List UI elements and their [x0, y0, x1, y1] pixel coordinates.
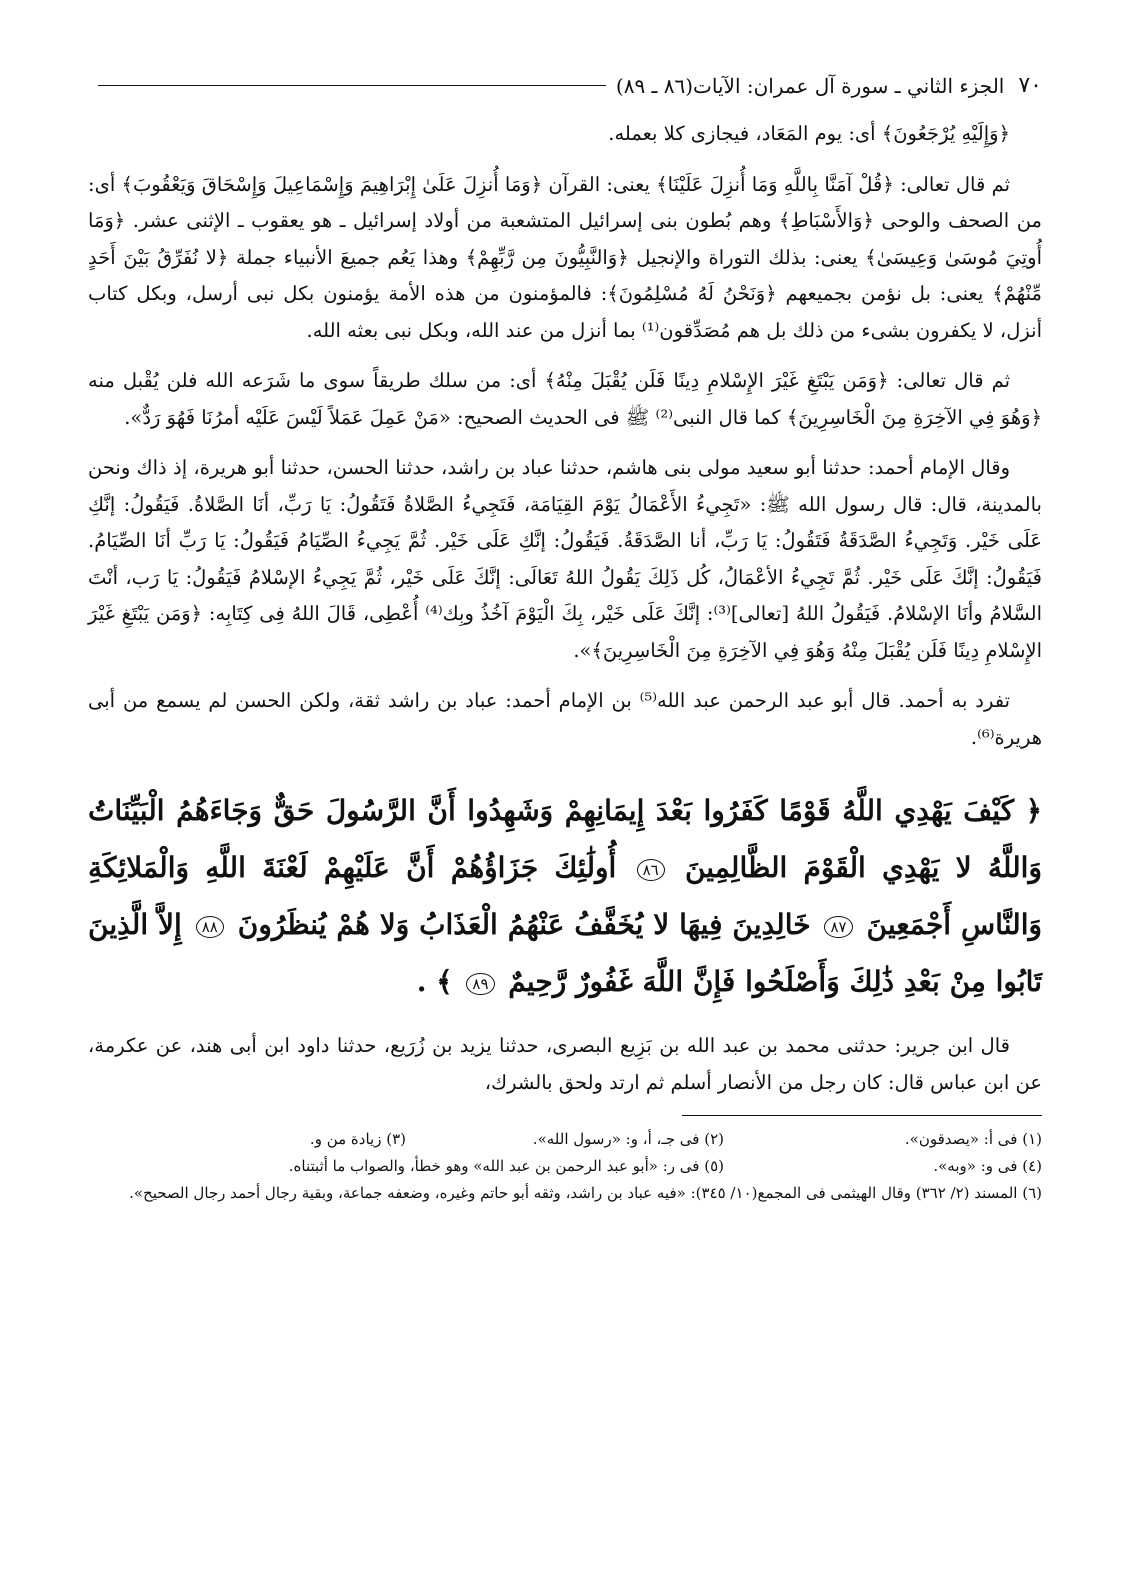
- footnote-1: (١) فى أ: «يصدقون».: [904, 1130, 1042, 1148]
- commentary-body: [88, 116, 1042, 756]
- footnote-rule: [682, 1115, 1042, 1116]
- book-page: [88, 58, 1042, 1550]
- footnote-2: (٢) فى جـ، أ، و: «رسول الله».: [532, 1130, 724, 1148]
- ayah-number-89: ٨٩: [466, 973, 494, 995]
- quran-verse-88-text: خَالِدِينَ فِيهَا لا يُخَفَّفُ عَنْهُمُ الْعَذَابُ وَلا هُمْ يُنظَرُونَ: [237, 908, 811, 941]
- commentary-paragraph-4: وقال الإمام أحمد: حدثنا أبو سعيد مولى بنى هاشم، حدثنا عباد بن راشد، حدثنا الحسن، حدثنا أبو هريرة، إذ ذاك ونحن بالمدينة، قال: قال رسول الله ﷺ: «تَجِيءُ الأَعْمَالُ يَوْمَ القِيَامَة، فَتَجِيءُ الصَّلاةُ فَتَقُولُ: يَا رَبِّ، أنَا الصَّلاةُ. فَيَقُولُ: إنَّكِ عَلَى خَيْر. وَتَجِيءُ الصَّدَقَةُ فَتَقُولُ: يَا رَبِّ، أنا الصَّدَقَةُ. فَيَقُولُ: إنَّكِ عَلَى خَيْر. ثُمَّ يَجِيءُ الصِّيَامُ فَيَقُولُ: يَا رَبِّ أنَا الصِّيَامُ. فَيَقُولُ: إنَّكَ عَلَى خَيْر. ثُمَّ تَجِيءُ الأعْمَالُ، كُل ذَلِكَ يَقُولُ اللهُ تَعَالَى: إنَّكَ عَلَى خَيْر، ثُمَّ يَجِيءُ الإسْلامُ فَيَقُولُ: يَا رَب، أنْتَ السَّلامُ وأنَا الإسْلامُ. فَيَقُولُ اللهُ [تعالى]⁽³⁾: إنَّكَ عَلَى خَيْر، بِكَ الْيَوْمَ آخُذُ وبِك⁽⁴⁾ أُعْطِى، قَالَ اللهُ فِى كِتَابِه: ﴿وَمَن يَبْتَغِ غَيْرَ الإِسْلامِ دِينًا فَلَن يُقْبَلَ مِنْهُ وَهُوَ فِي الآخِرَةِ مِنَ الْخَاسِرِينَ﴾».: [88, 456, 1043, 662]
- commentary-paragraph-6: قال ابن جرير: حدثنى محمد بن عبد الله بن بَزِيع البصرى، حدثنا يزيد بن زُرَيع، حدثنا داود ابن أبى هند، عن عكرمة، عن ابن عباس قال: كان رجل من الأنصار أسلم ثم ارتد ولحق بالشرك،: [88, 1034, 1042, 1094]
- page-number: ٧٠: [1018, 73, 1042, 98]
- commentary-paragraph-2: ثم قال تعالى: ﴿قُلْ آمَنَّا بِاللَّهِ وَمَا أُنزِلَ عَلَيْنَا﴾ يعنى: القرآن ﴿وَمَا أُنزِلَ عَلَىٰ إِبْرَاهِيمَ وَإِسْمَاعِيلَ وَإِسْحَاقَ وَيَعْقُوبَ﴾ أى: من الصحف والوحى ﴿وَالأَسْبَاطِ﴾ وهم بُطون بنى إسرائيل المتشعبة من أولاد إسرائيل ـ هو يعقوب ـ الإثنى عشر. ﴿وَمَا أُوتِيَ مُوسَىٰ وَعِيسَىٰ﴾ يعنى: بذلك التوراة والإنجيل ﴿وَالنَّبِيُّونَ مِن رَّبِّهِمْ﴾ وهذا يَعُم جميعَ الأنبياء جملة ﴿لا نُفَرِّقُ بَيْنَ أَحَدٍ مِّنْهُمْ﴾ يعنى: بل نؤمن بجميعهم ﴿وَنَحْنُ لَهُ مُسْلِمُونَ﴾: فالمؤمنون من هذه الأمة يؤمنون بكل نبى أرسل، وبكل كتاب أنزل، لا يكفرون بشىء من ذلك بل هم مُصَدِّقون⁽¹⁾ بما أنزل من عند الله، وبكل نبى بعثه الله.: [88, 172, 1042, 342]
- footnote-row-1: [88, 1126, 1042, 1153]
- commentary-tail: [88, 1028, 1042, 1101]
- footnote-3: (٣) زيادة من و.: [309, 1130, 406, 1148]
- ayah-number-86: ٨٦: [637, 859, 665, 881]
- header-rule: [98, 85, 606, 86]
- footnote-row-2: [88, 1153, 1042, 1180]
- ayah-number-88: ٨٨: [196, 916, 224, 938]
- quran-verse-89-text: إِلاَّ الَّذِينَ تَابُوا مِنْ بَعْدِ ذَٰلِكَ وَأَصْلَحُوا فَإِنَّ اللَّهَ غَفُورٌ رَّحِيمٌ: [88, 908, 1042, 998]
- footnotes: [88, 1126, 1042, 1207]
- quran-verses-block: [88, 782, 1042, 1010]
- quran-verse-87-text: أُولَٰئِكَ جَزَاؤُهُمْ أَنَّ عَلَيْهِمْ لَعْنَةَ اللَّهِ وَالْمَلائِكَةِ وَالنَّاسِ أَجْمَعِينَ: [88, 851, 1042, 941]
- footnote-4: (٤) فى و: «وبه».: [933, 1157, 1042, 1175]
- commentary-paragraph-3: ثم قال تعالى: ﴿وَمَن يَبْتَغِ غَيْرَ الإِسْلامِ دِينًا فَلَن يُقْبَلَ مِنْهُ﴾ أى: من سلك طريقاً سوى ما شَرَعه الله فلن يُقْبل منه ﴿وَهُوَ فِي الآخِرَةِ مِنَ الْخَاسِرِينَ﴾ كما قال النبى⁽²⁾ ﷺ فى الحديث الصحيح: «مَنْ عَمِلَ عَمَلاً لَيْسَ عَلَيْه أمرُنَا فَهُوَ رَدٌّ».: [88, 369, 1042, 429]
- quran-open-bracket: ﴿: [1025, 794, 1042, 827]
- header-title: الجزء الثاني ـ سورة آل عمران: الآيات(٨٦ ـ ٨٩): [615, 74, 1005, 98]
- commentary-paragraph-5: تفرد به أحمد. قال أبو عبد الرحمن عبد الله⁽⁵⁾ بن الإمام أحمد: عباد بن راشد ثقة، ولكن الحسن لم يسمع من أبى هريرة⁽⁶⁾.: [88, 689, 1042, 749]
- footnote-5: (٥) فى ر: «أبو عبد الرحمن بن عبد الله» وهو خطأ، والصواب ما أثبتناه.: [288, 1157, 724, 1175]
- running-header: [88, 58, 1042, 98]
- commentary-paragraph-1: ﴿وَإِلَيْهِ يُرْجَعُونَ﴾ أى: يوم المَعَاد، فيجازى كلا بعمله.: [608, 122, 1010, 145]
- ayah-number-87: ٨٧: [824, 916, 852, 938]
- footnote-6: (٦) المسند (٢/ ٣٦٢) وقال الهيثمى فى المجمع(١٠/ ٣٤٥): «فيه عباد بن راشد، وثقه أبو حاتم وغيره، وضعفه جماعة، وبقية رجال أحمد رجال الصحيح».: [129, 1184, 1042, 1202]
- quran-close-bracket: ﴾ .: [416, 965, 453, 998]
- quran-verse-86-text: كَيْفَ يَهْدِي اللَّهُ قَوْمًا كَفَرُوا بَعْدَ إِيمَانِهِمْ وَشَهِدُوا أَنَّ الرَّسُولَ حَقٌّ وَجَاءَهُمُ الْبَيِّنَاتُ وَاللَّهُ لا يَهْدِي الْقَوْمَ الظَّالِمِينَ: [88, 794, 1042, 884]
